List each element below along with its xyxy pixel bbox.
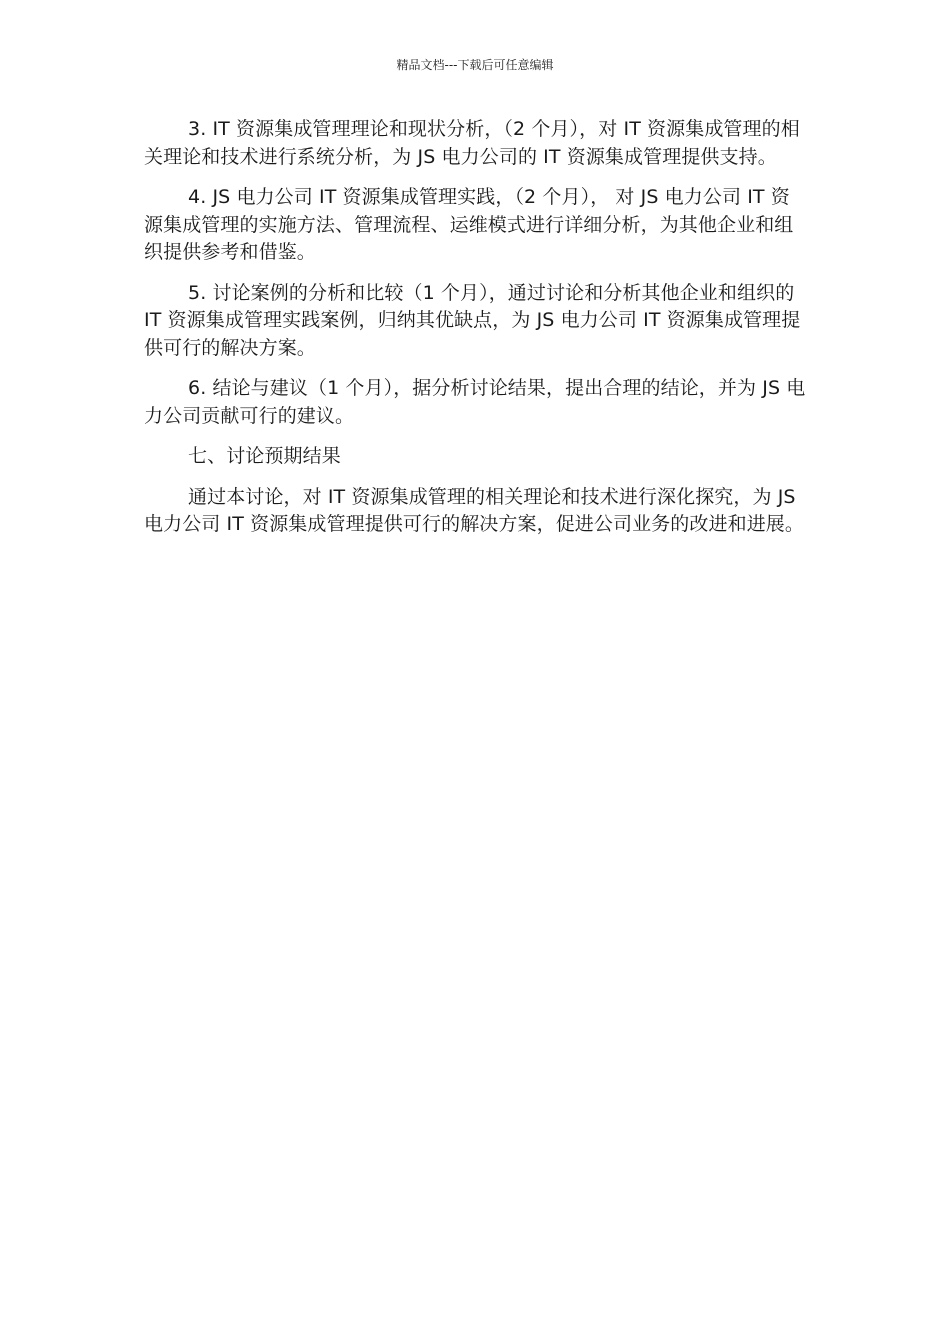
page-header: 精品文档---下载后可任意编辑 [396,58,554,72]
paragraph-item-5: 5. 讨论案例的分析和比较（1 个月），通过讨论和分析其他企业和组织的 IT 资源集成管理实践案例，归纳其优缺点，为 JS 电力公司 IT 资源集成管理提供可行的解决方案。 [144,281,801,359]
document-body [144,116,808,552]
paragraph-item-6: 6. 结论与建议（1 个月），据分析讨论结果，提出合理的结论，并为 JS 电力公司贡献可行的建议。 [144,377,806,427]
paragraph-expected-results: 通过本讨论，对 IT 资源集成管理的相关理论和技术进行深化探究，为 JS 电力公司 IT 资源集成管理提供可行的解决方案，促进公司业务的改进和进展。 [144,485,804,535]
paragraph-item-3: 3. IT 资源集成管理理论和现状分析，（2 个月），对 IT 资源集成管理的相关理论和技术进行系统分析，为 JS 电力公司的 IT 资源集成管理提供支持。 [144,118,800,168]
paragraph-item-4: 4. JS 电力公司 IT 资源集成管理实践，（2 个月）， 对 JS 电力公司 IT 资源集成管理的实施方法、管理流程、运维模式进行详细分析，为其他企业和组织提供参考和借鉴。 [144,186,794,263]
section-heading-expected-results: 七、讨论预期结果 [188,445,341,467]
